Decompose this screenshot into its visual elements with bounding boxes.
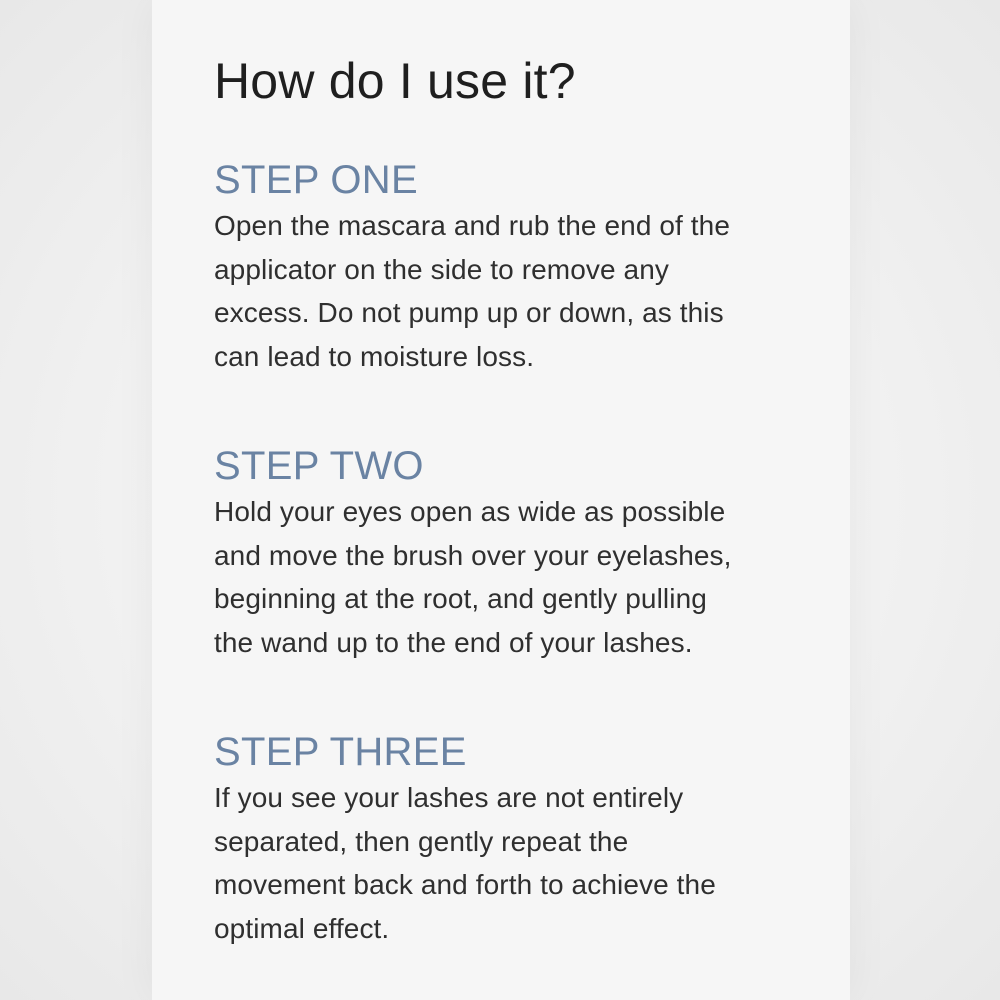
step-three-line-3: movement back and forth to achieve the [214,869,716,900]
step-two-line-2: and move the brush over your eyelashes, [214,539,732,571]
step-two-text [214,490,834,664]
step-one-heading: STEP ONE [214,158,418,202]
instructions-card [152,0,850,1000]
step-three-text [214,776,834,950]
page-title: How do I use it? [214,53,576,109]
step-two-line-4: the wand up to the end of your lashes. [214,626,693,658]
step-one-line-3: excess. Do not pump up or down, as this [214,297,724,328]
step-three-line-2: separated, then gently repeat the [214,825,629,857]
step-one-line-2: applicator on the side to remove any [214,253,669,285]
step-one-line-1: Open the mascara and rub the end of the [214,210,731,241]
step-one-text [214,204,834,378]
step-two-section [214,442,834,664]
step-two-heading: STEP TWO [214,444,424,488]
step-three-line-1: If you see your lashes are not entirely [214,782,684,813]
instructions-content [214,48,834,944]
step-three-section [214,728,834,950]
step-two-line-1: Hold your eyes open as wide as possible [214,496,726,527]
step-three-line-4: optimal effect. [214,912,390,944]
step-three-heading: STEP THREE [214,730,467,774]
step-two-line-3: beginning at the root, and gently pulling [214,583,707,614]
step-one-section [214,156,834,378]
step-one-line-4: can lead to moisture loss. [214,340,535,372]
